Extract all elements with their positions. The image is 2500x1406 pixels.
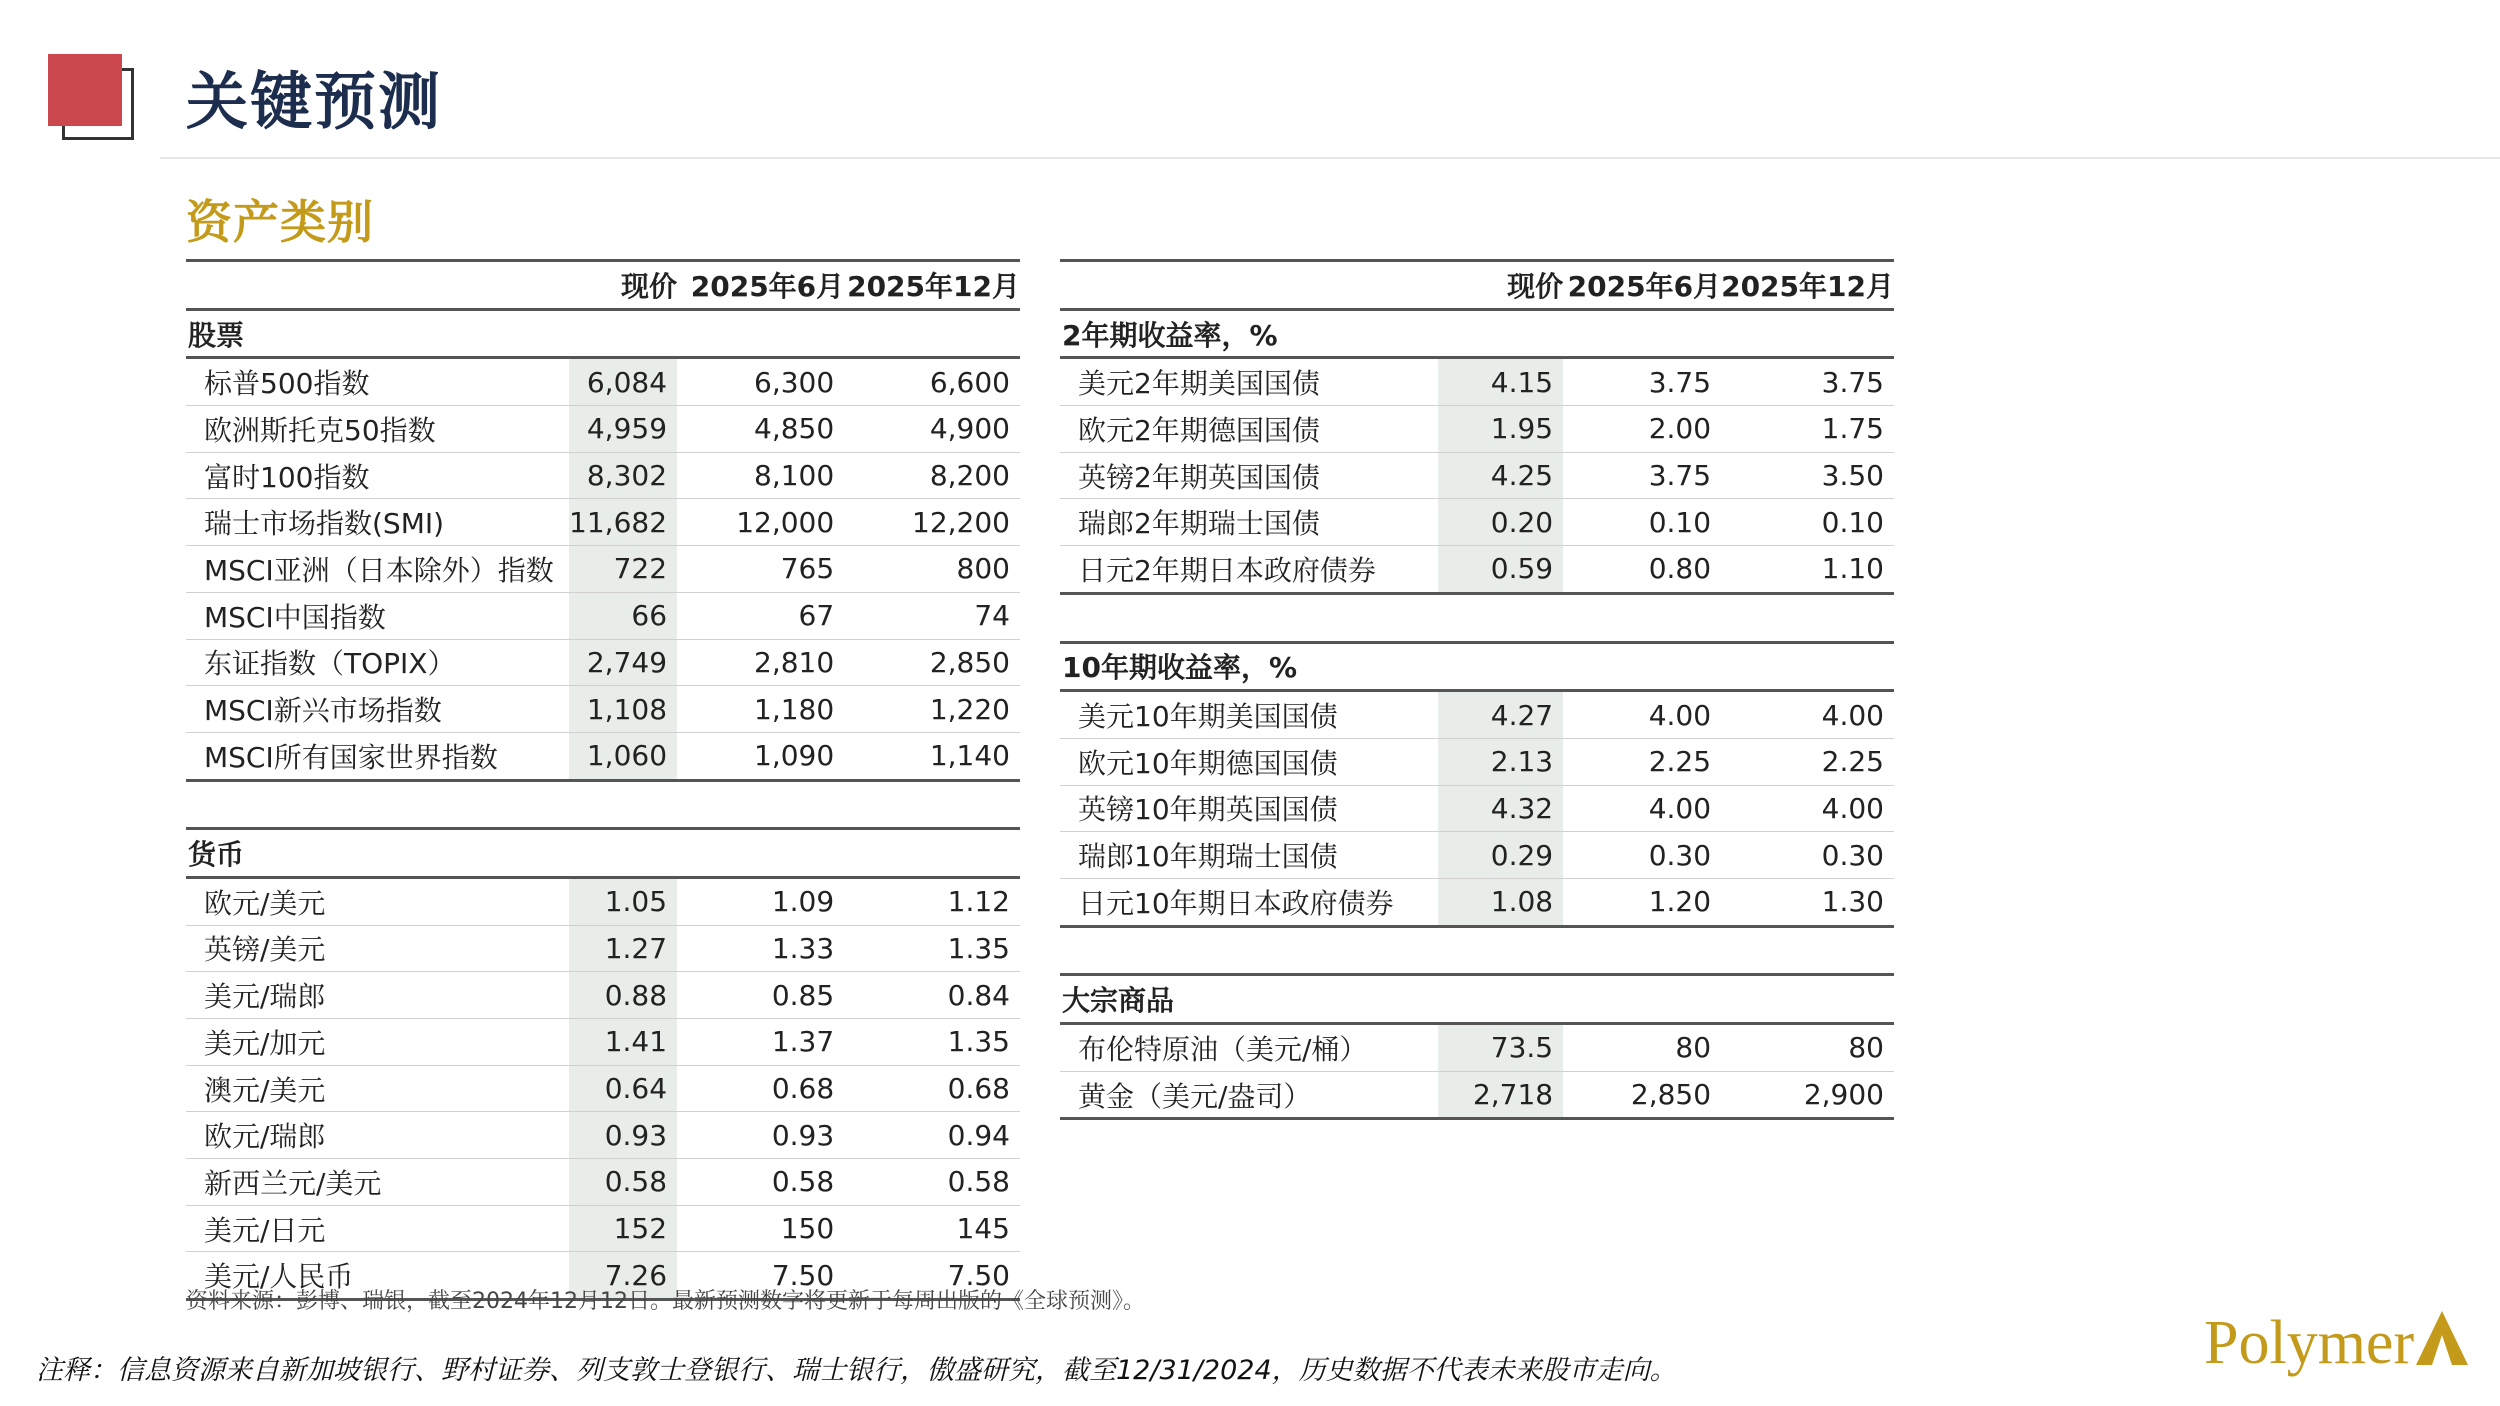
table-row bbox=[1060, 878, 1894, 926]
row-dec: 3.75 bbox=[1721, 358, 1894, 406]
row-jun: 4.00 bbox=[1563, 691, 1721, 739]
row-jun: 6,300 bbox=[677, 358, 844, 406]
row-current: 1,060 bbox=[569, 732, 677, 780]
row-jun: 150 bbox=[677, 1205, 844, 1252]
row-name: MSCI所有国家世界指数 bbox=[186, 732, 569, 780]
row-jun: 0.93 bbox=[677, 1112, 844, 1159]
row-dec: 800 bbox=[844, 546, 1020, 593]
group-header-row bbox=[1060, 975, 1894, 1024]
table-row bbox=[186, 639, 1020, 686]
header-divider bbox=[160, 157, 2500, 159]
row-name: 布伦特原油（美元/桶） bbox=[1060, 1024, 1438, 1072]
row-jun: 3.75 bbox=[1563, 358, 1721, 406]
table-row bbox=[1060, 738, 1894, 785]
table-header-row bbox=[186, 261, 1020, 310]
row-jun: 0.80 bbox=[1563, 546, 1721, 594]
table-row bbox=[186, 546, 1020, 593]
row-name: 欧元10年期德国国债 bbox=[1060, 738, 1438, 785]
row-name: 美元/人民币 bbox=[186, 1252, 569, 1300]
row-jun: 1.33 bbox=[677, 925, 844, 972]
row-dec: 145 bbox=[844, 1205, 1020, 1252]
row-jun: 1.37 bbox=[677, 1019, 844, 1066]
logo-fill bbox=[48, 54, 122, 126]
table-row bbox=[186, 358, 1020, 406]
column-header-current: 现价 bbox=[1438, 261, 1564, 310]
group-spacer bbox=[1060, 593, 1894, 642]
group-spacer bbox=[186, 780, 1020, 829]
table-row bbox=[186, 1019, 1020, 1066]
column-header-name bbox=[1060, 261, 1438, 310]
table-row bbox=[186, 877, 1020, 925]
row-current: 0.93 bbox=[569, 1112, 677, 1159]
table-row bbox=[186, 406, 1020, 453]
table-row bbox=[186, 499, 1020, 546]
table-row bbox=[1060, 832, 1894, 879]
row-dec: 0.84 bbox=[844, 972, 1020, 1019]
row-dec: 2,850 bbox=[844, 639, 1020, 686]
row-name: MSCI中国指数 bbox=[186, 592, 569, 639]
row-dec: 6,600 bbox=[844, 358, 1020, 406]
table-row bbox=[186, 972, 1020, 1019]
row-jun: 0.10 bbox=[1563, 499, 1721, 546]
row-current: 11,682 bbox=[569, 499, 677, 546]
group-title: 大宗商品 bbox=[1060, 975, 1894, 1024]
group-header-row bbox=[1060, 642, 1894, 691]
row-current: 722 bbox=[569, 546, 677, 593]
page-title: 关键预测 bbox=[186, 65, 443, 138]
table-row bbox=[186, 452, 1020, 499]
row-current: 1.41 bbox=[569, 1019, 677, 1066]
row-dec: 0.10 bbox=[1721, 499, 1894, 546]
section-title: 资产类别 bbox=[186, 195, 374, 249]
row-name: 东证指数（TOPIX） bbox=[186, 639, 569, 686]
table-header-row bbox=[1060, 261, 1894, 310]
group-header-row bbox=[1060, 309, 1894, 358]
row-current: 66 bbox=[569, 592, 677, 639]
row-dec: 1.75 bbox=[1721, 406, 1894, 453]
row-current: 1.05 bbox=[569, 877, 677, 925]
row-name: 美元/日元 bbox=[186, 1205, 569, 1252]
row-name: 新西兰元/美元 bbox=[186, 1159, 569, 1206]
row-jun: 67 bbox=[677, 592, 844, 639]
table-row bbox=[186, 1112, 1020, 1159]
row-jun: 2.25 bbox=[1563, 738, 1721, 785]
row-dec: 0.58 bbox=[844, 1159, 1020, 1206]
group-header-row bbox=[186, 309, 1020, 358]
row-jun: 2,810 bbox=[677, 639, 844, 686]
row-current: 152 bbox=[569, 1205, 677, 1252]
group-title: 货币 bbox=[186, 829, 1020, 878]
group-title: 10年期收益率，% bbox=[1060, 642, 1894, 691]
row-jun: 7.50 bbox=[677, 1252, 844, 1300]
row-jun: 1,180 bbox=[677, 686, 844, 733]
row-name: MSCI亚洲（日本除外）指数 bbox=[186, 546, 569, 593]
row-dec: 1.30 bbox=[1721, 878, 1894, 926]
row-dec: 80 bbox=[1721, 1024, 1894, 1072]
row-current: 73.5 bbox=[1438, 1024, 1564, 1072]
row-dec: 0.30 bbox=[1721, 832, 1894, 879]
group-title: 股票 bbox=[186, 309, 1020, 358]
column-header-dec: 2025年12月 bbox=[1721, 261, 1894, 310]
table-row bbox=[186, 686, 1020, 733]
row-current: 4.27 bbox=[1438, 691, 1564, 739]
column-header-name bbox=[186, 261, 569, 310]
row-jun: 765 bbox=[677, 546, 844, 593]
table-row bbox=[1060, 1024, 1894, 1072]
row-current: 1.27 bbox=[569, 925, 677, 972]
row-jun: 2,850 bbox=[1563, 1071, 1721, 1119]
row-dec: 4.00 bbox=[1721, 785, 1894, 832]
row-current: 0.88 bbox=[569, 972, 677, 1019]
triangle-a-logo-icon bbox=[2416, 1311, 2468, 1365]
row-current: 4,959 bbox=[569, 406, 677, 453]
table-row bbox=[1060, 1071, 1894, 1119]
row-dec: 2,900 bbox=[1721, 1071, 1894, 1119]
row-current: 0.64 bbox=[569, 1065, 677, 1112]
row-dec: 1.35 bbox=[844, 1019, 1020, 1066]
column-header-current: 现价 bbox=[569, 261, 677, 310]
row-current: 2,749 bbox=[569, 639, 677, 686]
row-jun: 4,850 bbox=[677, 406, 844, 453]
row-jun: 0.58 bbox=[677, 1159, 844, 1206]
row-current: 0.20 bbox=[1438, 499, 1564, 546]
table-row bbox=[186, 1159, 1020, 1206]
table-row bbox=[1060, 358, 1894, 406]
row-name: 日元10年期日本政府债券 bbox=[1060, 878, 1438, 926]
row-jun: 12,000 bbox=[677, 499, 844, 546]
yields-commodities-table bbox=[1060, 259, 1894, 1120]
row-dec: 1.35 bbox=[844, 925, 1020, 972]
row-current: 1.08 bbox=[1438, 878, 1564, 926]
row-current: 0.59 bbox=[1438, 546, 1564, 594]
row-dec: 4.00 bbox=[1721, 691, 1894, 739]
row-name: 瑞郎2年期瑞士国债 bbox=[1060, 499, 1438, 546]
row-dec: 3.50 bbox=[1721, 452, 1894, 499]
table-row bbox=[186, 925, 1020, 972]
row-name: 美元10年期美国国债 bbox=[1060, 691, 1438, 739]
row-name: 美元2年期美国国债 bbox=[1060, 358, 1438, 406]
brand-logo bbox=[2204, 1308, 2468, 1379]
brand-name: Polymer bbox=[2204, 1309, 2415, 1377]
row-dec: 1.10 bbox=[1721, 546, 1894, 594]
row-dec: 0.94 bbox=[844, 1112, 1020, 1159]
group-header-row bbox=[186, 829, 1020, 878]
row-current: 1,108 bbox=[569, 686, 677, 733]
row-name: 欧元/瑞郎 bbox=[186, 1112, 569, 1159]
row-dec: 2.25 bbox=[1721, 738, 1894, 785]
row-dec: 8,200 bbox=[844, 452, 1020, 499]
row-name: 黄金（美元/盎司） bbox=[1060, 1071, 1438, 1119]
row-jun: 1.09 bbox=[677, 877, 844, 925]
row-current: 2,718 bbox=[1438, 1071, 1564, 1119]
row-jun: 2.00 bbox=[1563, 406, 1721, 453]
row-current: 6,084 bbox=[569, 358, 677, 406]
equities-currencies-table bbox=[186, 259, 1020, 1301]
row-jun: 1,090 bbox=[677, 732, 844, 780]
row-name: 英镑/美元 bbox=[186, 925, 569, 972]
column-header-jun: 2025年6月 bbox=[1563, 261, 1721, 310]
row-name: MSCI新兴市场指数 bbox=[186, 686, 569, 733]
table-row bbox=[1060, 406, 1894, 453]
row-name: 美元/加元 bbox=[186, 1019, 569, 1066]
column-header-dec: 2025年12月 bbox=[844, 261, 1020, 310]
row-current: 4.15 bbox=[1438, 358, 1564, 406]
row-name: 标普500指数 bbox=[186, 358, 569, 406]
row-current: 4.25 bbox=[1438, 452, 1564, 499]
row-name: 瑞郎10年期瑞士国债 bbox=[1060, 832, 1438, 879]
group-spacer bbox=[1060, 926, 1894, 975]
table-row bbox=[186, 732, 1020, 780]
table-row bbox=[1060, 785, 1894, 832]
row-jun: 8,100 bbox=[677, 452, 844, 499]
source-note: 资料来源：彭博、瑞银，截至2024年12月12日。最新预测数字将更新于每周出版的《全球预测》。 bbox=[186, 1289, 1145, 1314]
row-name: 澳元/美元 bbox=[186, 1065, 569, 1112]
row-current: 2.13 bbox=[1438, 738, 1564, 785]
group-title: 2年期收益率，% bbox=[1060, 309, 1894, 358]
row-name: 美元/瑞郎 bbox=[186, 972, 569, 1019]
row-current: 8,302 bbox=[569, 452, 677, 499]
row-name: 欧元/美元 bbox=[186, 877, 569, 925]
row-dec: 74 bbox=[844, 592, 1020, 639]
table-row bbox=[186, 1065, 1020, 1112]
table-row bbox=[1060, 691, 1894, 739]
row-jun: 80 bbox=[1563, 1024, 1721, 1072]
row-jun: 4.00 bbox=[1563, 785, 1721, 832]
row-dec: 12,200 bbox=[844, 499, 1020, 546]
row-dec: 0.68 bbox=[844, 1065, 1020, 1112]
column-header-jun: 2025年6月 bbox=[677, 261, 844, 310]
row-name: 欧元2年期德国国债 bbox=[1060, 406, 1438, 453]
table-row bbox=[1060, 546, 1894, 594]
row-jun: 3.75 bbox=[1563, 452, 1721, 499]
row-current: 0.58 bbox=[569, 1159, 677, 1206]
row-current: 7.26 bbox=[569, 1252, 677, 1300]
row-jun: 0.85 bbox=[677, 972, 844, 1019]
row-jun: 0.30 bbox=[1563, 832, 1721, 879]
table-row bbox=[186, 1205, 1020, 1252]
row-name: 英镑10年期英国国债 bbox=[1060, 785, 1438, 832]
title-logo-square-icon bbox=[48, 54, 136, 142]
row-dec: 1.12 bbox=[844, 877, 1020, 925]
table-row bbox=[1060, 499, 1894, 546]
row-name: 欧洲斯托克50指数 bbox=[186, 406, 569, 453]
row-name: 瑞士市场指数(SMI) bbox=[186, 499, 569, 546]
row-jun: 0.68 bbox=[677, 1065, 844, 1112]
row-dec: 7.50 bbox=[844, 1252, 1020, 1300]
row-dec: 4,900 bbox=[844, 406, 1020, 453]
table-row bbox=[1060, 452, 1894, 499]
table-row bbox=[186, 592, 1020, 639]
row-current: 0.29 bbox=[1438, 832, 1564, 879]
row-name: 英镑2年期英国国债 bbox=[1060, 452, 1438, 499]
row-jun: 1.20 bbox=[1563, 878, 1721, 926]
row-current: 4.32 bbox=[1438, 785, 1564, 832]
row-dec: 1,140 bbox=[844, 732, 1020, 780]
row-name: 日元2年期日本政府债券 bbox=[1060, 546, 1438, 594]
row-name: 富时100指数 bbox=[186, 452, 569, 499]
row-current: 1.95 bbox=[1438, 406, 1564, 453]
row-dec: 1,220 bbox=[844, 686, 1020, 733]
footnote: 注释：信息资源来自新加坡银行、野村证券、列支敦士登银行、瑞士银行，傲盛研究，截至12/31/2024，历史数据不代表未来股市走向。 bbox=[36, 1355, 1677, 1386]
